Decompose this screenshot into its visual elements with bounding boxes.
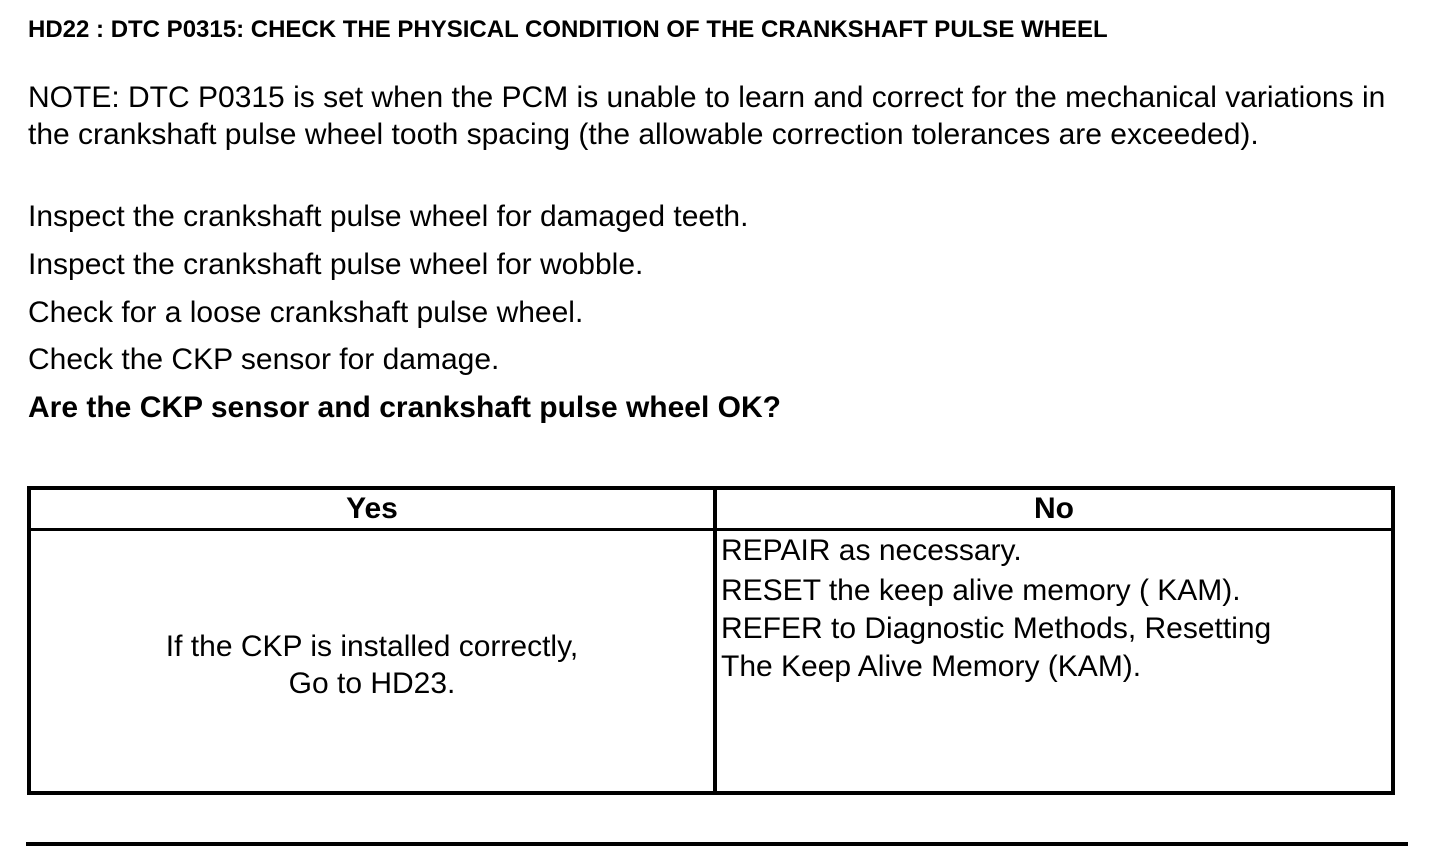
- no-line-refer: REFER to Diagnostic Methods, Resetting: [721, 612, 1272, 645]
- table-header-divider: [31, 528, 1391, 531]
- yes-cell: [31, 628, 713, 702]
- decision-table: [27, 486, 1395, 795]
- bottom-rule: [26, 842, 1408, 846]
- step-check-ckp-sensor: Check the CKP sensor for damage.: [28, 343, 500, 376]
- note-paragraph: NOTE: DTC P0315 is set when the PCM is unable to learn and correct for the mechanical variations in the crankshaft pulse wheel tooth spacing (the allowable correction tolerances are exceeded).: [28, 81, 1386, 151]
- question-text: Are the CKP sensor and crankshaft pulse wheel OK?: [28, 391, 781, 424]
- no-line-kam-reference: The Keep Alive Memory (KAM).: [721, 650, 1142, 683]
- yes-line-1: If the CKP is installed correctly,: [165, 630, 579, 663]
- step-inspect-teeth: Inspect the crankshaft pulse wheel for damaged teeth.: [28, 200, 749, 233]
- no-column-header: No: [1034, 492, 1074, 525]
- yes-line-2: Go to HD23.: [288, 667, 456, 700]
- page-heading: HD22 : DTC P0315: CHECK THE PHYSICAL CONDITION OF THE CRANKSHAFT PULSE WHEEL: [28, 16, 1108, 43]
- step-check-loose-wheel: Check for a loose crankshaft pulse wheel.: [28, 296, 584, 329]
- step-inspect-wobble: Inspect the crankshaft pulse wheel for wobble.: [28, 248, 644, 281]
- no-line-reset-kam: RESET the keep alive memory ( KAM).: [721, 574, 1241, 607]
- yes-column-header: Yes: [346, 492, 398, 525]
- no-line-repair: REPAIR as necessary.: [721, 534, 1022, 567]
- table-column-divider: [713, 490, 717, 791]
